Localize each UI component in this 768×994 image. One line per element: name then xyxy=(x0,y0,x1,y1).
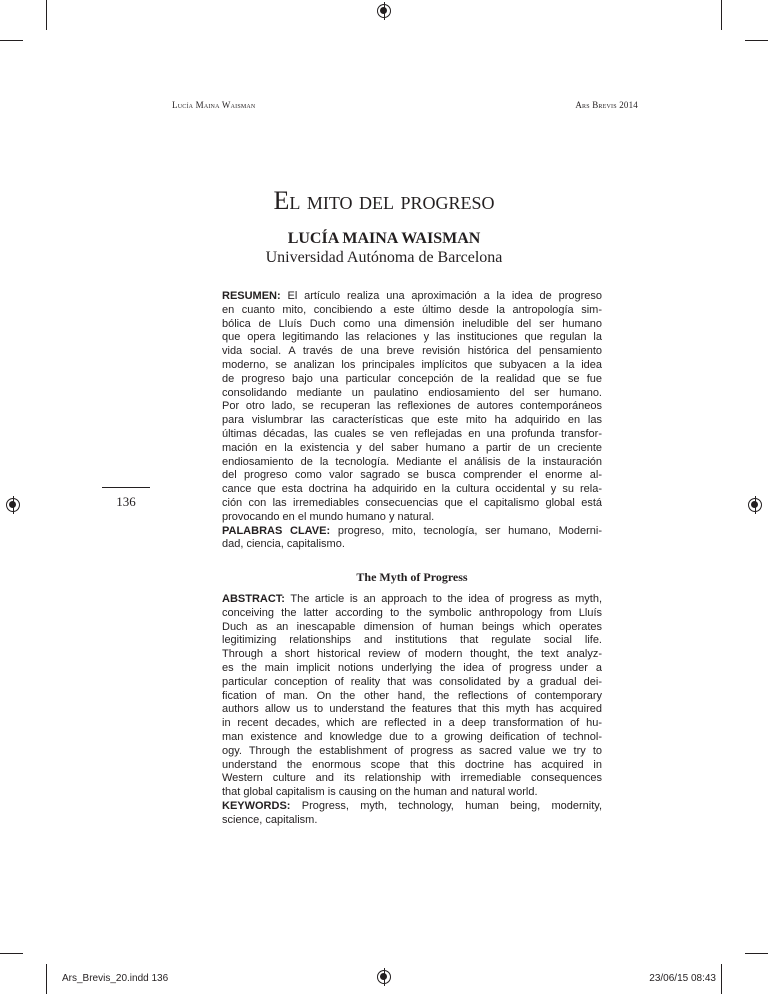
line-text: El artículo realiza una aproximación a la idea de progreso xyxy=(287,290,602,302)
crop-mark xyxy=(46,964,47,994)
line-text: mación en la existencia y del saber humano a partir de un creciente xyxy=(222,441,602,454)
line-text: Duch as an inescapable dimension of human beings which operates xyxy=(222,620,602,633)
line-text: in recent decades, which are reflected in a deep transformation of hu- xyxy=(222,717,602,730)
line-text: fication of man. On the other hand, the reflections of contemporary xyxy=(222,689,602,702)
crop-mark xyxy=(745,40,768,41)
text-line xyxy=(222,593,602,607)
text-line xyxy=(222,400,602,414)
text-line xyxy=(222,442,602,456)
abstract-heading: The Myth of Progress xyxy=(356,570,468,584)
text-line xyxy=(222,345,602,359)
line-text: understand the enormous scope that this doctrine has acquired in xyxy=(222,758,602,771)
line-text: vida social. A través de una breve revisión histórica del pensamiento xyxy=(222,345,602,358)
text-line xyxy=(222,731,602,745)
keywords-line xyxy=(222,800,602,814)
line-text: Western culture and its relationship with irremediable consequences xyxy=(222,772,602,785)
line-text: science, capitalism. xyxy=(222,813,318,826)
line-text: legitimizing relationships and institutions that regulate social life. xyxy=(222,634,602,647)
text-line xyxy=(222,414,602,428)
text-line xyxy=(222,717,602,731)
line-text: en cuanto mito, concibiendo a este último desde la antropología sim- xyxy=(222,303,602,316)
text-line xyxy=(222,483,602,497)
running-head-author: Lucía Maina Waisman xyxy=(172,100,256,110)
line-text: ción con las irremediables consecuencias que el capitalismo global está xyxy=(222,496,602,509)
text-line xyxy=(222,497,602,511)
text-line xyxy=(222,772,602,786)
text-line xyxy=(222,759,602,773)
line-text: endiosamiento de la tecnología. Mediante el análisis de la instauración xyxy=(222,455,602,468)
text-line xyxy=(222,373,602,387)
text-line xyxy=(222,648,602,662)
line-text: del progreso como valor sagrado se busca comprender el enorme al- xyxy=(222,469,602,482)
text-line xyxy=(222,745,602,759)
text-line xyxy=(222,456,602,470)
label: ABSTRACT: xyxy=(222,593,285,605)
text-line xyxy=(222,786,602,800)
text-line xyxy=(222,676,602,690)
label: KEYWORDS: xyxy=(222,799,291,812)
line-text: provocando en el mundo humano y natural. xyxy=(222,510,435,523)
author-name: LUCÍA MAINA WAISMAN xyxy=(287,230,481,247)
text-line xyxy=(222,621,602,635)
page-number: 136 xyxy=(116,494,136,509)
line-text: authors allow us to understand the features that this myth has acquired xyxy=(222,703,602,716)
line-text: de progreso bajo una particular concepción de la realidad que se fue xyxy=(222,372,602,385)
registration-mark-icon xyxy=(748,498,762,512)
line-text: cance que esta doctrina ha adquirido en la cultura occidental y su rela- xyxy=(222,483,602,496)
crop-mark xyxy=(0,953,23,954)
line-text: bólica de Lluís Duch como una dimensión ineludible del ser humano xyxy=(222,317,602,330)
text-line xyxy=(222,304,602,318)
text-line xyxy=(222,290,602,304)
crop-mark xyxy=(745,953,768,954)
line-text: conceiving the latter according to the symbolic anthropology from Lluís xyxy=(222,606,602,619)
text-line xyxy=(222,634,602,648)
line-text: progreso, mito, tecnología, ser humano, Moderni- xyxy=(337,524,603,537)
crop-mark xyxy=(721,0,722,30)
text-line xyxy=(222,690,602,704)
text-line xyxy=(222,359,602,373)
line-text: dad, ciencia, capitalismo. xyxy=(222,538,345,551)
line-text: particular conception of reality that was consolidated by a gradual dei- xyxy=(222,675,602,688)
keywords-line xyxy=(222,525,602,539)
registration-mark-icon xyxy=(377,970,391,984)
text-line xyxy=(222,331,602,345)
line-text: Through a short historical review of modern thought, the text analyz- xyxy=(222,648,602,661)
text-line xyxy=(222,428,602,442)
registration-mark-icon xyxy=(6,498,20,512)
abstract-block xyxy=(222,593,602,828)
line-text: man existence and knowledge due to a growing deification of technol- xyxy=(222,730,602,743)
slug-filename: Ars_Brevis_20.indd 136 xyxy=(62,973,169,984)
text-line xyxy=(222,469,602,483)
crop-mark xyxy=(721,964,722,994)
line-text: que opera legitimando las relaciones y las instituciones que regulan la xyxy=(222,331,602,344)
text-line xyxy=(222,662,602,676)
line-text: es the main implicit notions underlying the idea of progress under a xyxy=(222,661,602,674)
keywords-line xyxy=(222,814,602,828)
line-text: Por otro lado, se recuperan las reflexiones de autores contemporáneos xyxy=(222,400,602,413)
label: PALABRAS CLAVE: xyxy=(222,524,331,537)
line-text: that global capitalism is causing on the human and natural world. xyxy=(222,786,538,799)
article-title: El mito del progreso xyxy=(273,186,495,215)
registration-mark-icon xyxy=(377,4,391,18)
resumen-block xyxy=(222,290,602,552)
page-number-rule xyxy=(102,487,150,488)
slug-datetime: 23/06/15 08:43 xyxy=(649,973,716,984)
line-text: ogy. Through the establishment of progress as sacred value we try to xyxy=(222,744,602,757)
line-text: The article is an approach to the idea of progress as myth, xyxy=(290,593,602,605)
label: RESUMEN: xyxy=(222,290,281,302)
text-line xyxy=(222,387,602,401)
running-head-journal: Ars Brevis 2014 xyxy=(575,100,638,110)
text-line xyxy=(222,607,602,621)
text-line xyxy=(222,511,602,525)
keywords-line xyxy=(222,538,602,552)
affiliation: Universidad Autónoma de Barcelona xyxy=(265,249,503,266)
line-text: para vislumbrar las características que este mito ha adquirido en las xyxy=(222,414,602,427)
crop-mark xyxy=(0,40,23,41)
text-line xyxy=(222,318,602,332)
text-line xyxy=(222,703,602,717)
line-text: moderno, se analizan los principales implícitos que subyacen a la idea xyxy=(222,358,602,371)
line-text: últimas décadas, las cuales se ven reflejadas en una profunda transfor- xyxy=(222,427,602,440)
line-text: Progress, myth, technology, human being, modernity, xyxy=(301,799,602,812)
line-text: consolidando mediante un paulatino endiosamiento del ser humano. xyxy=(222,386,602,399)
crop-mark xyxy=(46,0,47,30)
